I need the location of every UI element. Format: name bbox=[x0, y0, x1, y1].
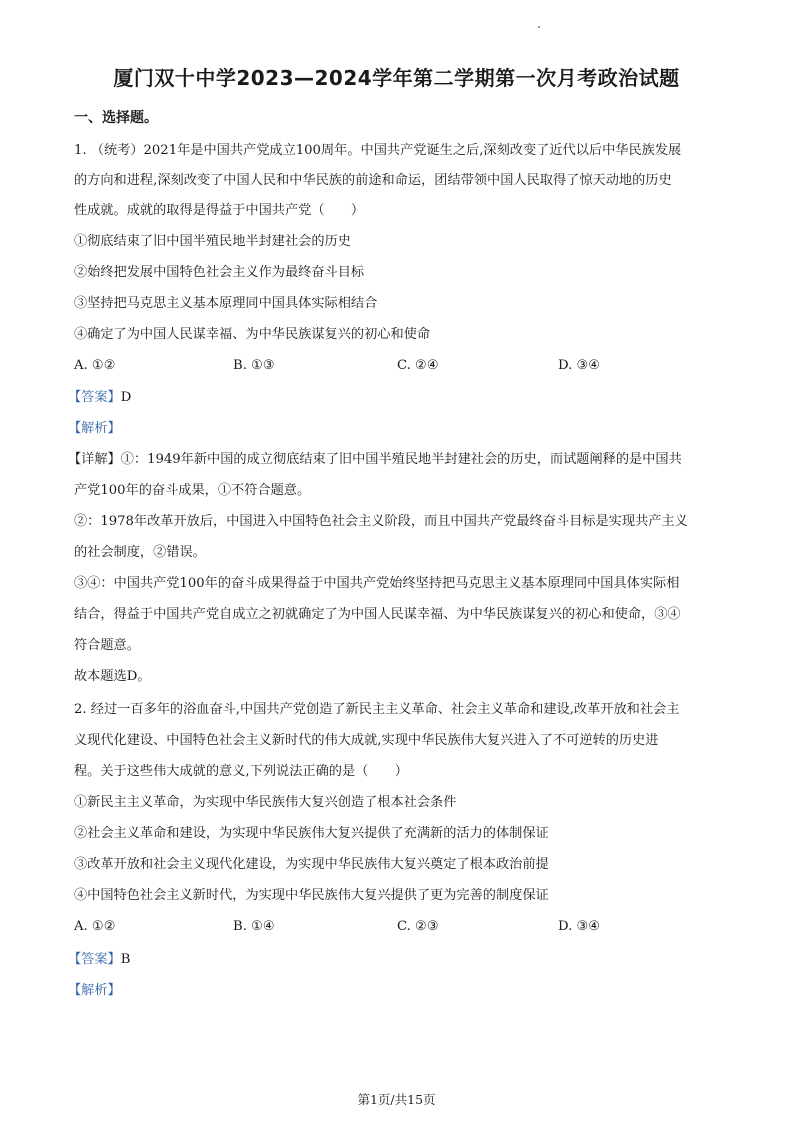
q2-item: ②社会主义革命和建设，为实现中华民族伟大复兴提供了充满新的活力的体制保证 bbox=[74, 826, 549, 841]
detail-tag: 【详解】 bbox=[68, 452, 121, 467]
q2-item: ①新民主主义革命，为实现中华民族伟大复兴创造了根本社会条件 bbox=[74, 795, 457, 810]
q1-option-a: A. ①② bbox=[74, 358, 116, 373]
q1-detail-line: 符合题意。 bbox=[74, 638, 140, 653]
q1-analysis-tag bbox=[68, 420, 121, 438]
answer-value: D bbox=[120, 390, 132, 405]
detail-text: ①：1949年新中国的成立彻底结束了旧中国半殖民地半封建社会的历史，而试题阐释的是中国共 bbox=[120, 452, 682, 467]
q1-stem-line: 性成就。成就的取得是得益于中国共产党（ ） bbox=[74, 203, 365, 218]
analysis-tag: 【解析】 bbox=[68, 421, 121, 436]
q1-detail-line: 结合，得益于中国共产党自成立之初就确定了为中国人民谋幸福、为中华民族谋复兴的初心和使命，③④ bbox=[74, 607, 681, 622]
q1-item: ①彻底结束了旧中国半殖民地半封建社会的历史 bbox=[74, 234, 351, 249]
q1-item: ③坚持把马克思主义基本原理同中国具体实际相结合 bbox=[74, 296, 378, 311]
q1-option-c: C. ②④ bbox=[397, 358, 439, 373]
q2-stem-line: 程。关于这些伟大成就的意义,下列说法正确的是（ ） bbox=[74, 764, 408, 779]
q1-detail-line bbox=[68, 451, 682, 469]
analysis-tag: 【解析】 bbox=[68, 983, 121, 998]
page-footer: 第1页/共15页 bbox=[357, 1092, 436, 1107]
q2-analysis-tag bbox=[68, 982, 121, 1000]
q2-item: ④中国特色社会主义新时代，为实现中华民族伟大复兴提供了更为完善的制度保证 bbox=[74, 888, 549, 903]
q1-detail-line: 故本题选D。 bbox=[74, 669, 151, 684]
q1-stem-line: 的方向和进程,深刻改变了中国人民和中华民族的前途和命运，团结带领中国人民取得了惊天动地的历史 bbox=[74, 173, 672, 188]
q2-option-b: B. ①④ bbox=[233, 919, 275, 934]
q2-option-d: D. ③④ bbox=[558, 919, 601, 934]
q1-detail-line: 产党100年的奋斗成果，①不符合题意。 bbox=[74, 483, 311, 498]
page-title: 厦门双十中学2023—2024学年第二学期第一次月考政治试题 bbox=[113, 66, 680, 90]
q2-item: ③改革开放和社会主义现代化建设，为实现中华民族伟大复兴奠定了根本政治前提 bbox=[74, 857, 549, 872]
section-heading: 一、选择题。 bbox=[74, 110, 158, 126]
q2-option-a: A. ①② bbox=[74, 919, 116, 934]
q2-stem-line: 义现代化建设、中国特色社会主义新时代的伟大成就,实现中华民族伟大复兴进入了不可逆转的历史进 bbox=[74, 733, 659, 748]
q1-detail-line: ③④：中国共产党100年的奋斗成果得益于中国共产党始终坚持把马克思主义基本原理同中国具体实际相 bbox=[74, 576, 680, 591]
q1-answer bbox=[68, 389, 131, 407]
q2-answer bbox=[68, 951, 130, 969]
q1-stem-line: 1. （统考）2021年是中国共产党成立100周年。中国共产党诞生之后,深刻改变了近代以后中华民族发展 bbox=[74, 143, 682, 158]
q1-detail-line: 的社会制度，②错误。 bbox=[74, 545, 206, 560]
q2-stem-line: 2. 经过一百多年的浴血奋斗,中国共产党创造了新民主主义革命、社会主义革命和建设,改革开放和社会主 bbox=[74, 702, 680, 717]
q1-item: ④确定了为中国人民谋幸福、为中华民族谋复兴的初心和使命 bbox=[74, 327, 431, 342]
decorative-dot bbox=[538, 26, 540, 28]
answer-tag: 【答案】 bbox=[68, 390, 121, 405]
answer-value: B bbox=[120, 952, 131, 967]
q1-item: ②始终把发展中国特色社会主义作为最终奋斗目标 bbox=[74, 265, 365, 280]
q1-option-d: D. ③④ bbox=[558, 358, 601, 373]
q1-detail-line: ②：1978年改革开放后，中国进入中国特色社会主义阶段，而且中国共产党最终奋斗目标是实现共产主义 bbox=[74, 514, 688, 529]
q1-option-b: B. ①③ bbox=[233, 358, 275, 373]
answer-tag: 【答案】 bbox=[68, 952, 121, 967]
q2-option-c: C. ②③ bbox=[397, 919, 439, 934]
